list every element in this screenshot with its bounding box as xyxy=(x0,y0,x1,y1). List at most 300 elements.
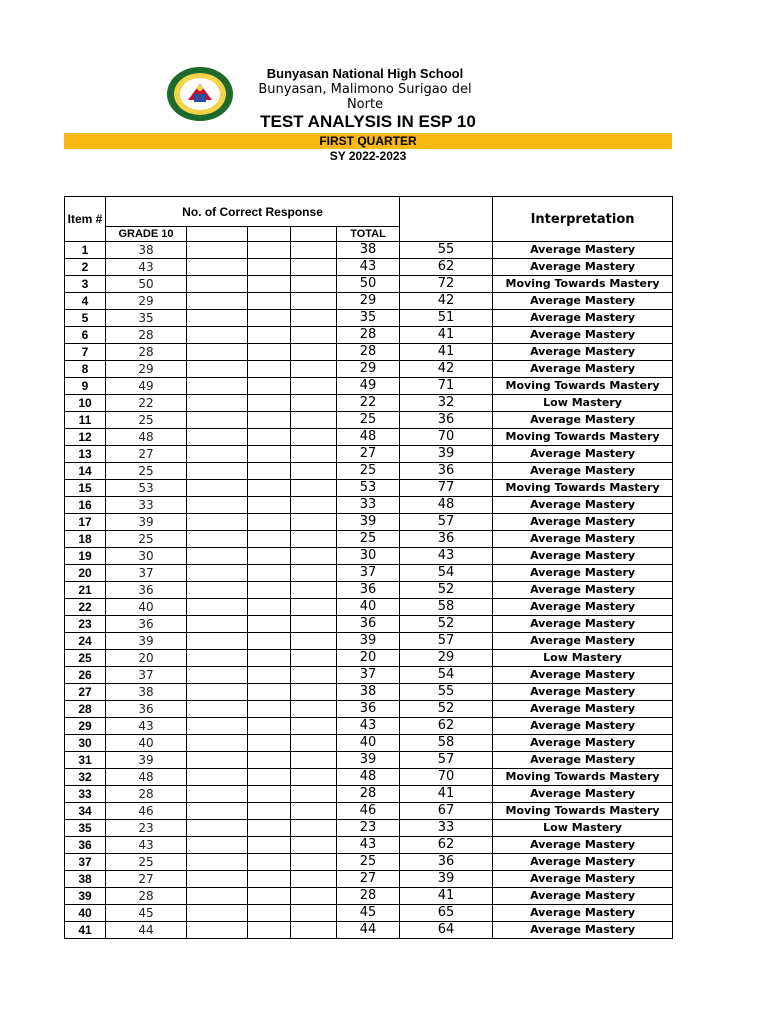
grade-10-cell: 38 xyxy=(106,684,187,701)
total-cell: 37 xyxy=(337,667,400,684)
item-number-cell: 35 xyxy=(65,820,106,837)
table-row xyxy=(65,361,673,378)
total-cell: 29 xyxy=(337,361,400,378)
interpretation-cell: Average Mastery xyxy=(493,565,673,582)
grade-10-cell: 28 xyxy=(106,888,187,905)
grade-10-cell: 48 xyxy=(106,769,187,786)
item-number-cell: 7 xyxy=(65,344,106,361)
blank-cell xyxy=(248,718,291,735)
blank-cell xyxy=(291,905,337,922)
item-number-cell: 21 xyxy=(65,582,106,599)
table-row xyxy=(65,582,673,599)
blank-cell xyxy=(248,735,291,752)
table-row xyxy=(65,293,673,310)
percentage-cell: 33 xyxy=(400,820,493,837)
interpretation-cell: Average Mastery xyxy=(493,259,673,276)
blank-cell xyxy=(248,871,291,888)
blank-cell xyxy=(187,905,248,922)
interpretation-cell: Average Mastery xyxy=(493,531,673,548)
item-number-cell: 12 xyxy=(65,429,106,446)
grade-10-cell: 25 xyxy=(106,854,187,871)
blank-cell xyxy=(248,310,291,327)
blank-cell xyxy=(291,327,337,344)
table-row xyxy=(65,820,673,837)
table-row xyxy=(65,276,673,293)
blank-cell xyxy=(291,871,337,888)
table-body xyxy=(65,242,673,939)
blank-cell xyxy=(248,497,291,514)
table-row xyxy=(65,514,673,531)
blank-cell xyxy=(291,293,337,310)
grade-10-cell: 29 xyxy=(106,293,187,310)
interpretation-cell: Average Mastery xyxy=(493,412,673,429)
blank-cell xyxy=(187,378,248,395)
percentage-cell: 71 xyxy=(400,378,493,395)
item-number-cell: 34 xyxy=(65,803,106,820)
table-row xyxy=(65,310,673,327)
table-row xyxy=(65,412,673,429)
blank-cell xyxy=(187,514,248,531)
blank-cell xyxy=(248,565,291,582)
interpretation-cell: Moving Towards Mastery xyxy=(493,429,673,446)
percentage-cell: 48 xyxy=(400,497,493,514)
grade-10-cell: 28 xyxy=(106,344,187,361)
correct-response-header: No. of Correct Response xyxy=(106,197,400,227)
quarter-band: FIRST QUARTER xyxy=(64,133,672,149)
blank-cell xyxy=(248,650,291,667)
table-row xyxy=(65,667,673,684)
percentage-cell: 58 xyxy=(400,735,493,752)
interpretation-cell: Average Mastery xyxy=(493,922,673,939)
interpretation-cell: Average Mastery xyxy=(493,701,673,718)
percentage-cell: 52 xyxy=(400,616,493,633)
item-number-cell: 18 xyxy=(65,531,106,548)
item-number-cell: 30 xyxy=(65,735,106,752)
blank-cell xyxy=(187,361,248,378)
blank-cell xyxy=(187,735,248,752)
grade-10-cell: 40 xyxy=(106,735,187,752)
blank-cell xyxy=(291,412,337,429)
interpretation-cell: Average Mastery xyxy=(493,548,673,565)
blank-cell xyxy=(291,565,337,582)
percentage-cell: 54 xyxy=(400,565,493,582)
blank-cell xyxy=(291,259,337,276)
blank-cell xyxy=(187,565,248,582)
total-cell: 39 xyxy=(337,514,400,531)
blank-cell xyxy=(248,514,291,531)
interpretation-cell: Average Mastery xyxy=(493,888,673,905)
table-row xyxy=(65,463,673,480)
blank-cell xyxy=(291,684,337,701)
table-row xyxy=(65,327,673,344)
table-row xyxy=(65,242,673,259)
table-row xyxy=(65,888,673,905)
item-number-cell: 36 xyxy=(65,837,106,854)
blank-cell xyxy=(248,820,291,837)
blank-cell xyxy=(291,497,337,514)
grade-10-cell: 40 xyxy=(106,599,187,616)
table-row xyxy=(65,446,673,463)
item-number-cell: 39 xyxy=(65,888,106,905)
blank-cell xyxy=(291,922,337,939)
grade-10-cell: 39 xyxy=(106,633,187,650)
blank-cell xyxy=(248,786,291,803)
percentage-cell: 39 xyxy=(400,871,493,888)
blank-cell xyxy=(248,378,291,395)
percentage-cell: 42 xyxy=(400,361,493,378)
blank-cell xyxy=(248,599,291,616)
blank-cell xyxy=(187,327,248,344)
blank-cell xyxy=(187,310,248,327)
interpretation-cell: Average Mastery xyxy=(493,667,673,684)
total-cell: 33 xyxy=(337,497,400,514)
table-row xyxy=(65,684,673,701)
blank-cell xyxy=(248,888,291,905)
table-row xyxy=(65,548,673,565)
item-number-cell: 22 xyxy=(65,599,106,616)
percentage-cell: 64 xyxy=(400,922,493,939)
percentage-cell: 36 xyxy=(400,531,493,548)
blank-cell xyxy=(248,446,291,463)
total-cell: 43 xyxy=(337,259,400,276)
percentage-cell: 55 xyxy=(400,242,493,259)
grade-header: GRADE 10 xyxy=(106,227,187,242)
total-cell: 36 xyxy=(337,582,400,599)
blank-cell xyxy=(291,446,337,463)
total-cell: 25 xyxy=(337,463,400,480)
blank-cell xyxy=(187,684,248,701)
blank-cell xyxy=(291,701,337,718)
interpretation-cell: Average Mastery xyxy=(493,837,673,854)
grade-10-cell: 29 xyxy=(106,361,187,378)
blank-header xyxy=(248,227,291,242)
total-cell: 46 xyxy=(337,803,400,820)
item-number-cell: 27 xyxy=(65,684,106,701)
table-row xyxy=(65,718,673,735)
table-row xyxy=(65,480,673,497)
total-cell: 50 xyxy=(337,276,400,293)
total-cell: 25 xyxy=(337,412,400,429)
blank-cell xyxy=(291,820,337,837)
blank-cell xyxy=(248,293,291,310)
blank-cell xyxy=(248,905,291,922)
interpretation-cell: Average Mastery xyxy=(493,463,673,480)
interpretation-cell: Low Mastery xyxy=(493,395,673,412)
blank-cell xyxy=(248,633,291,650)
item-number-cell: 2 xyxy=(65,259,106,276)
percentage-cell: 42 xyxy=(400,293,493,310)
grade-10-cell: 22 xyxy=(106,395,187,412)
total-cell: 27 xyxy=(337,871,400,888)
interpretation-cell: Average Mastery xyxy=(493,905,673,922)
interpretation-cell: Moving Towards Mastery xyxy=(493,769,673,786)
blank-cell xyxy=(291,786,337,803)
blank-cell xyxy=(291,854,337,871)
blank-cell xyxy=(187,820,248,837)
interpretation-cell: Average Mastery xyxy=(493,684,673,701)
grade-10-cell: 25 xyxy=(106,531,187,548)
blank-cell xyxy=(187,701,248,718)
interpretation-cell: Average Mastery xyxy=(493,497,673,514)
blank-cell xyxy=(291,769,337,786)
blank-cell xyxy=(248,922,291,939)
table-row xyxy=(65,803,673,820)
total-header: TOTAL xyxy=(337,227,400,242)
blank-cell xyxy=(291,548,337,565)
grade-10-cell: 49 xyxy=(106,378,187,395)
item-number-cell: 5 xyxy=(65,310,106,327)
interpretation-cell: Moving Towards Mastery xyxy=(493,378,673,395)
blank-cell xyxy=(248,837,291,854)
blank-cell xyxy=(187,259,248,276)
total-cell: 36 xyxy=(337,616,400,633)
blank-cell xyxy=(248,582,291,599)
item-number-cell: 23 xyxy=(65,616,106,633)
total-cell: 28 xyxy=(337,344,400,361)
blank-cell xyxy=(187,395,248,412)
total-cell: 43 xyxy=(337,718,400,735)
percentage-cell: 62 xyxy=(400,718,493,735)
grade-10-cell: 30 xyxy=(106,548,187,565)
blank-cell xyxy=(248,327,291,344)
item-number-cell: 11 xyxy=(65,412,106,429)
percentage-cell: 41 xyxy=(400,327,493,344)
blank-cell xyxy=(187,837,248,854)
blank-cell xyxy=(187,769,248,786)
table-row xyxy=(65,837,673,854)
item-number-cell: 4 xyxy=(65,293,106,310)
interpretation-cell: Average Mastery xyxy=(493,582,673,599)
item-number-cell: 33 xyxy=(65,786,106,803)
blank-cell xyxy=(187,786,248,803)
total-cell: 38 xyxy=(337,242,400,259)
blank-cell xyxy=(248,480,291,497)
grade-10-cell: 25 xyxy=(106,412,187,429)
total-cell: 27 xyxy=(337,446,400,463)
total-cell: 35 xyxy=(337,310,400,327)
table-row xyxy=(65,378,673,395)
blank-cell xyxy=(291,735,337,752)
interpretation-cell: Average Mastery xyxy=(493,446,673,463)
item-number-cell: 13 xyxy=(65,446,106,463)
table-row xyxy=(65,616,673,633)
grade-10-cell: 33 xyxy=(106,497,187,514)
percentage-cell: 65 xyxy=(400,905,493,922)
percentage-cell: 41 xyxy=(400,344,493,361)
school-name: Bunyasan National High School xyxy=(266,66,464,81)
blank-cell xyxy=(187,548,248,565)
item-number-cell: 3 xyxy=(65,276,106,293)
blank-cell xyxy=(187,276,248,293)
item-number-cell: 1 xyxy=(65,242,106,259)
total-cell: 28 xyxy=(337,888,400,905)
blank-cell xyxy=(291,582,337,599)
blank-cell xyxy=(187,633,248,650)
total-cell: 40 xyxy=(337,735,400,752)
interpretation-cell: Average Mastery xyxy=(493,854,673,871)
interpretation-cell: Moving Towards Mastery xyxy=(493,480,673,497)
total-cell: 25 xyxy=(337,854,400,871)
total-cell: 38 xyxy=(337,684,400,701)
interpretation-cell: Average Mastery xyxy=(493,327,673,344)
interpretation-cell: Average Mastery xyxy=(493,344,673,361)
blank-cell xyxy=(291,667,337,684)
blank-cell xyxy=(187,429,248,446)
percentage-cell: 52 xyxy=(400,582,493,599)
percentage-header-blank xyxy=(400,197,493,242)
blank-cell xyxy=(248,769,291,786)
total-cell: 25 xyxy=(337,531,400,548)
table-row xyxy=(65,344,673,361)
percentage-cell: 39 xyxy=(400,446,493,463)
blank-cell xyxy=(291,242,337,259)
table-row xyxy=(65,429,673,446)
test-analysis-table xyxy=(64,196,673,939)
grade-10-cell: 38 xyxy=(106,242,187,259)
grade-10-cell: 48 xyxy=(106,429,187,446)
grade-10-cell: 28 xyxy=(106,786,187,803)
blank-cell xyxy=(187,293,248,310)
table-row xyxy=(65,786,673,803)
grade-10-cell: 23 xyxy=(106,820,187,837)
table-row xyxy=(65,497,673,514)
blank-cell xyxy=(187,718,248,735)
grade-10-cell: 43 xyxy=(106,837,187,854)
item-number-cell: 37 xyxy=(65,854,106,871)
table-row xyxy=(65,735,673,752)
blank-cell xyxy=(291,463,337,480)
grade-10-cell: 37 xyxy=(106,667,187,684)
interpretation-cell: Average Mastery xyxy=(493,616,673,633)
percentage-cell: 57 xyxy=(400,633,493,650)
blank-cell xyxy=(248,344,291,361)
blank-cell xyxy=(248,667,291,684)
blank-cell xyxy=(187,497,248,514)
total-cell: 49 xyxy=(337,378,400,395)
blank-cell xyxy=(187,480,248,497)
blank-cell xyxy=(187,922,248,939)
blank-cell xyxy=(187,242,248,259)
blank-cell xyxy=(248,395,291,412)
blank-cell xyxy=(248,429,291,446)
blank-cell xyxy=(187,871,248,888)
percentage-cell: 67 xyxy=(400,803,493,820)
item-number-cell: 9 xyxy=(65,378,106,395)
blank-header xyxy=(187,227,248,242)
item-number-cell: 41 xyxy=(65,922,106,939)
blank-cell xyxy=(291,616,337,633)
grade-10-cell: 35 xyxy=(106,310,187,327)
grade-10-cell: 44 xyxy=(106,922,187,939)
percentage-cell: 32 xyxy=(400,395,493,412)
blank-cell xyxy=(187,888,248,905)
item-number-cell: 17 xyxy=(65,514,106,531)
blank-cell xyxy=(291,531,337,548)
percentage-cell: 72 xyxy=(400,276,493,293)
total-cell: 43 xyxy=(337,837,400,854)
blank-cell xyxy=(291,429,337,446)
interpretation-cell: Average Mastery xyxy=(493,786,673,803)
blank-cell xyxy=(248,803,291,820)
percentage-cell: 36 xyxy=(400,412,493,429)
table-row xyxy=(65,905,673,922)
item-number-cell: 38 xyxy=(65,871,106,888)
item-number-cell: 15 xyxy=(65,480,106,497)
percentage-cell: 52 xyxy=(400,701,493,718)
total-cell: 20 xyxy=(337,650,400,667)
item-number-cell: 29 xyxy=(65,718,106,735)
blank-cell xyxy=(248,361,291,378)
blank-cell xyxy=(248,242,291,259)
blank-cell xyxy=(248,463,291,480)
interpretation-cell: Average Mastery xyxy=(493,242,673,259)
interpretation-cell: Average Mastery xyxy=(493,361,673,378)
interpretation-header: Interpretation xyxy=(493,197,673,242)
percentage-cell: 57 xyxy=(400,514,493,531)
grade-10-cell: 25 xyxy=(106,463,187,480)
percentage-cell: 41 xyxy=(400,888,493,905)
blank-cell xyxy=(187,803,248,820)
percentage-cell: 36 xyxy=(400,463,493,480)
total-cell: 23 xyxy=(337,820,400,837)
blank-cell xyxy=(248,684,291,701)
blank-cell xyxy=(291,599,337,616)
item-number-cell: 6 xyxy=(65,327,106,344)
interpretation-cell: Average Mastery xyxy=(493,310,673,327)
blank-cell xyxy=(248,412,291,429)
grade-10-cell: 20 xyxy=(106,650,187,667)
grade-10-cell: 43 xyxy=(106,718,187,735)
table-row xyxy=(65,395,673,412)
percentage-cell: 29 xyxy=(400,650,493,667)
percentage-cell: 62 xyxy=(400,837,493,854)
item-number-cell: 19 xyxy=(65,548,106,565)
blank-cell xyxy=(187,582,248,599)
grade-10-cell: 27 xyxy=(106,446,187,463)
grade-10-cell: 50 xyxy=(106,276,187,293)
total-cell: 40 xyxy=(337,599,400,616)
blank-cell xyxy=(187,616,248,633)
interpretation-cell: Average Mastery xyxy=(493,871,673,888)
item-number-cell: 26 xyxy=(65,667,106,684)
blank-cell xyxy=(248,548,291,565)
grade-10-cell: 53 xyxy=(106,480,187,497)
grade-10-cell: 27 xyxy=(106,871,187,888)
blank-cell xyxy=(291,718,337,735)
blank-cell xyxy=(291,480,337,497)
page-title: TEST ANALYSIS IN ESP 10 xyxy=(260,112,476,131)
percentage-cell: 57 xyxy=(400,752,493,769)
table-row xyxy=(65,259,673,276)
interpretation-cell: Low Mastery xyxy=(493,820,673,837)
blank-cell xyxy=(248,276,291,293)
blank-cell xyxy=(291,888,337,905)
item-number-cell: 31 xyxy=(65,752,106,769)
grade-10-cell: 39 xyxy=(106,514,187,531)
percentage-cell: 77 xyxy=(400,480,493,497)
total-cell: 30 xyxy=(337,548,400,565)
table-row xyxy=(65,531,673,548)
percentage-cell: 36 xyxy=(400,854,493,871)
total-cell: 48 xyxy=(337,429,400,446)
blank-cell xyxy=(187,463,248,480)
grade-10-cell: 39 xyxy=(106,752,187,769)
blank-cell xyxy=(248,616,291,633)
blank-cell xyxy=(291,633,337,650)
table-row xyxy=(65,769,673,786)
table-row xyxy=(65,701,673,718)
grade-10-cell: 28 xyxy=(106,327,187,344)
